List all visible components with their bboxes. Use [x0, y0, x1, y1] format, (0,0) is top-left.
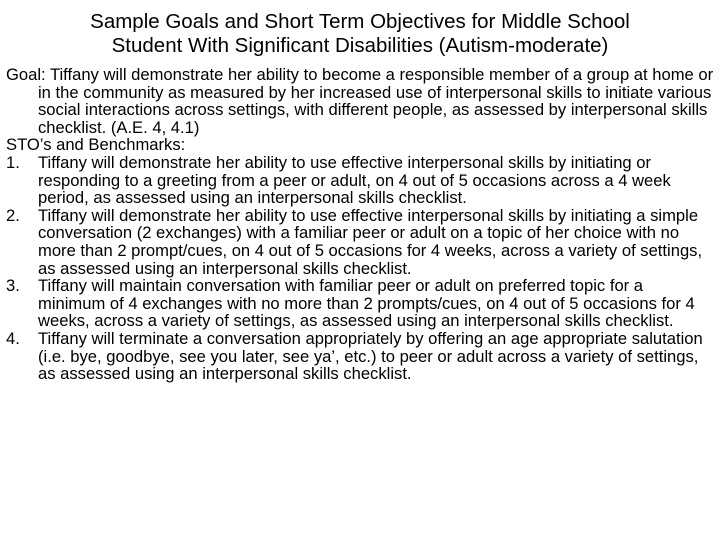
title-line-1: Sample Goals and Short Term Objectives for Middle School — [90, 10, 630, 33]
objectives-list — [6, 154, 714, 383]
objective-number: 1. — [6, 152, 20, 172]
objective-text: Tiffany will demonstrate her ability to use effective interpersonal skills by initiating a simple conversation (2 exchanges) with a familiar peer or adult on a topic of her choice with no more than 2 prompt/cues, on 4 out of 5 occasions for 4 weeks, across a variety of settings, as assessed using an interpersonal skills checklist. — [38, 205, 703, 278]
title-line-2: Student With Significant Disabilities (Autism-moderate) — [111, 34, 609, 57]
objective-number: 2. — [6, 205, 20, 225]
goal-statement: Goal: Tiffany will demonstrate her ability to become a responsible member of a group at home or in the community as measured by her increased use of interpersonal skills to initiate various social interactions across settings, with different people, as assessed by interpersonal skills checklist. (A.E. 4, 4.1) — [6, 65, 714, 137]
objective-number: 4. — [6, 328, 20, 348]
objective-item-4 — [6, 330, 714, 383]
objective-item-3 — [6, 277, 714, 330]
objective-item-2 — [6, 207, 714, 277]
objective-text: Tiffany will demonstrate her ability to use effective interpersonal skills by initiating or responding to a greeting from a peer or adult, on 4 out of 5 occasions across a 4 week period, as assessed using an interpersonal skills checklist. — [38, 152, 671, 208]
objective-text: Tiffany will maintain conversation with familiar peer or adult on preferred topic for a minimum of 4 exchanges with no more than 2 prompts/cues, on 4 out of 5 occasions for 4 weeks, across a variety of settings, as assessed using an interpersonal skills checklist. — [38, 276, 695, 331]
objective-text: Tiffany will terminate a conversation appropriately by offering an age appropriate salutation (i.e. bye, goodbye, see you later, see ya’, etc.) to peer or adult across a variety of settings, as assessed using an interpersonal skills checklist. — [38, 328, 703, 384]
sto-heading: STO’s and Benchmarks: — [6, 135, 186, 155]
slide-body — [6, 66, 714, 383]
objective-item-1 — [6, 154, 714, 207]
page-title — [6, 10, 714, 58]
objective-number: 3. — [6, 276, 20, 296]
